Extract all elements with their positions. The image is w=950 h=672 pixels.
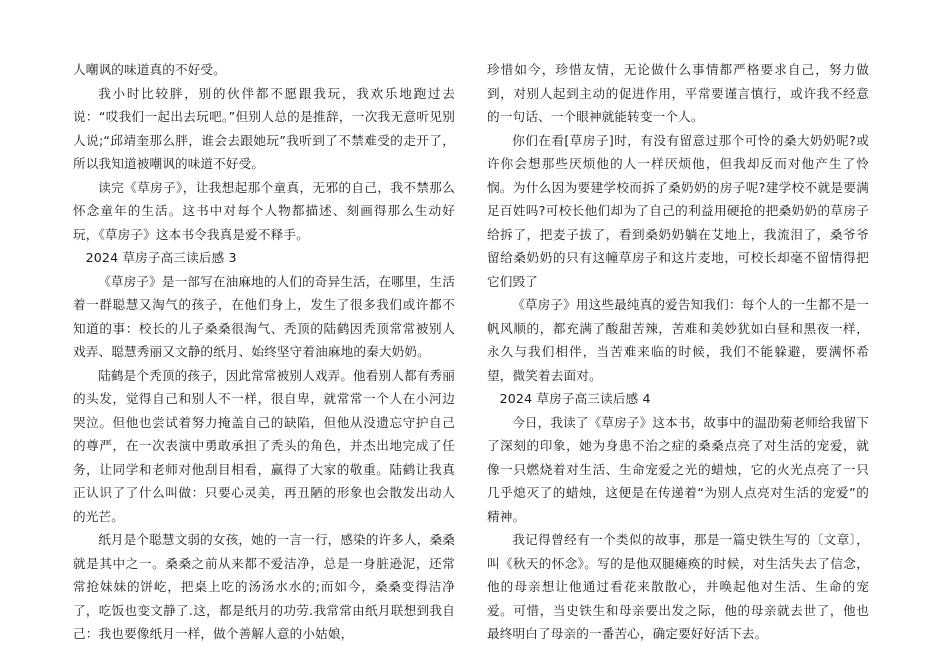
paragraph: 珍惜如今，珍惜友情，无论做什么事情都严格要求自己，努力做到，对别人起到主动的促进作用，平常要谨言慎行，或许我不经意的一句话、一个眼神就能转变一个人。 — [487, 62, 869, 124]
section-heading: 2024 草房子高三读后感 4 — [499, 391, 651, 406]
paragraph: 读完《草房子》，让我想起那个童真，无邪的自己，我不禁那么怀念童年的生活。这书中对每个人物都描述、刻画得那么生动好玩，《草房子》这本书令我真是爱不释手。 — [73, 179, 455, 242]
left-column — [73, 58, 455, 646]
paragraph: 陆鹤是个秃顶的孩子，因此常常被别人戏弄。他看别人都有秀丽的头发，觉得自己和别人不一样，很自卑，就常常一个人在小河边哭泣。但他也尝试着努力掩盖自己的缺陷，但他从没遗忘守护自己的尊严，在一次表演中勇敢承担了秃头的角色，并杰出地完成了任务，让同学和老师对他刮目相看，赢得了大家的敬重。陆鹤让我真正认识了了什么叫做：只要心灵美，再丑陋的形象也会散发出动人的光芒。 — [73, 367, 456, 524]
paragraph: 我小时比较胖，别的伙伴都不愿跟我玩，我欢乐地跑过去说：“哎我们一起出去玩吧。”但别人总的是推辞，一次我无意听见别人说;“邱靖奎那么胖，谁会去跟她玩”我听到了不禁难受的走开了，所以我知道被嘲讽的味道不好受。 — [73, 85, 455, 171]
paragraph: 《草房子》用这些最纯真的爱告知我们：每个人的一生都不是一帆风顺的，都充满了酸甜苦辣，苦难和美妙犹如白昼和黑夜一样，永久与我们相伴，当苦难来临的时候，我们不能躲避，要满怀希望，微笑着去面对。 — [487, 297, 870, 383]
paragraph: 纸月是个聪慧文弱的女孩，她的一言一行，感染的许多人，桑桑就是其中之一。桑桑之前从来都不爱洁净，总是一身脏逊泥，还常常抢妹妹的饼屹，把桌上吃的汤汤水水的;而如今，桑桑变得洁净了，吃饭也变文静了.这，都是纸月的功劳.我常常由纸月联想到我自己：我也要像纸月一样，做个善解人意的小姑娘， — [73, 532, 456, 641]
paragraph: 人嘲讽的味道真的不好受。 — [73, 62, 226, 77]
section-heading: 2024 草房子高三读后感 3 — [85, 250, 237, 265]
paragraph: 我记得曾经有一个类似的故事，那是一篇史铁生写的〔文章〕，叫《秋天的怀念》。写的是他双腿瘫痪的时候，对生活失去了信念，他的母亲想让他通过看花来散散心，并唤起他对生活、生命的宠爱。可惜，当史铁生和母亲要出发之际，他的母亲就去世了，他也最终明白了母亲的一番苦心，确定要好好活下去。 — [487, 532, 869, 641]
paragraph: 你们在看[草房子]时，有没有留意过那个可怜的桑大奶奶呢?或许你会想那些厌烦他的人一样厌烦他，但我却反而对他产生了怜悯。为什么因为要建学校而拆了桑奶奶的房子呢?建学校不就是要满足百姓吗?可校长他们却为了自己的利益用硬抢的把桑奶奶的草房子给拆了，把麦子拔了，看到桑奶奶躺在艾地上，我流泪了，桑爷爷留给桑奶奶的只有这幢草房子和这片麦地，可校长却毫不留情得把它们毁了 — [487, 132, 869, 289]
paragraph: 今日，我读了《草房子》这本书，故事中的温劭菊老师给我留下了深刻的印象，她为身患不治之症的桑桑点亮了对生活的宠爱，就像一只燃烧着对生活、生命宠爱之光的蜡烛，它的火光点亮了一只几乎熄灭了的蜡烛，这便是在传递着“为别人点亮对生活的宠爱”的精神。 — [487, 414, 870, 524]
right-column — [487, 58, 869, 646]
paragraph: 《草房子》是一部写在油麻地的人们的奇异生活，在哪里，生活着一群聪慧又淘气的孩子，在他们身上，发生了很多我们或许都不知道的事：校长的儿子桑桑很淘气、秃顶的陆鹤因秃顶常常被别人戏弄、聪慧秀丽又文静的纸月、始终坚守着油麻地的秦大奶奶。 — [73, 273, 456, 359]
